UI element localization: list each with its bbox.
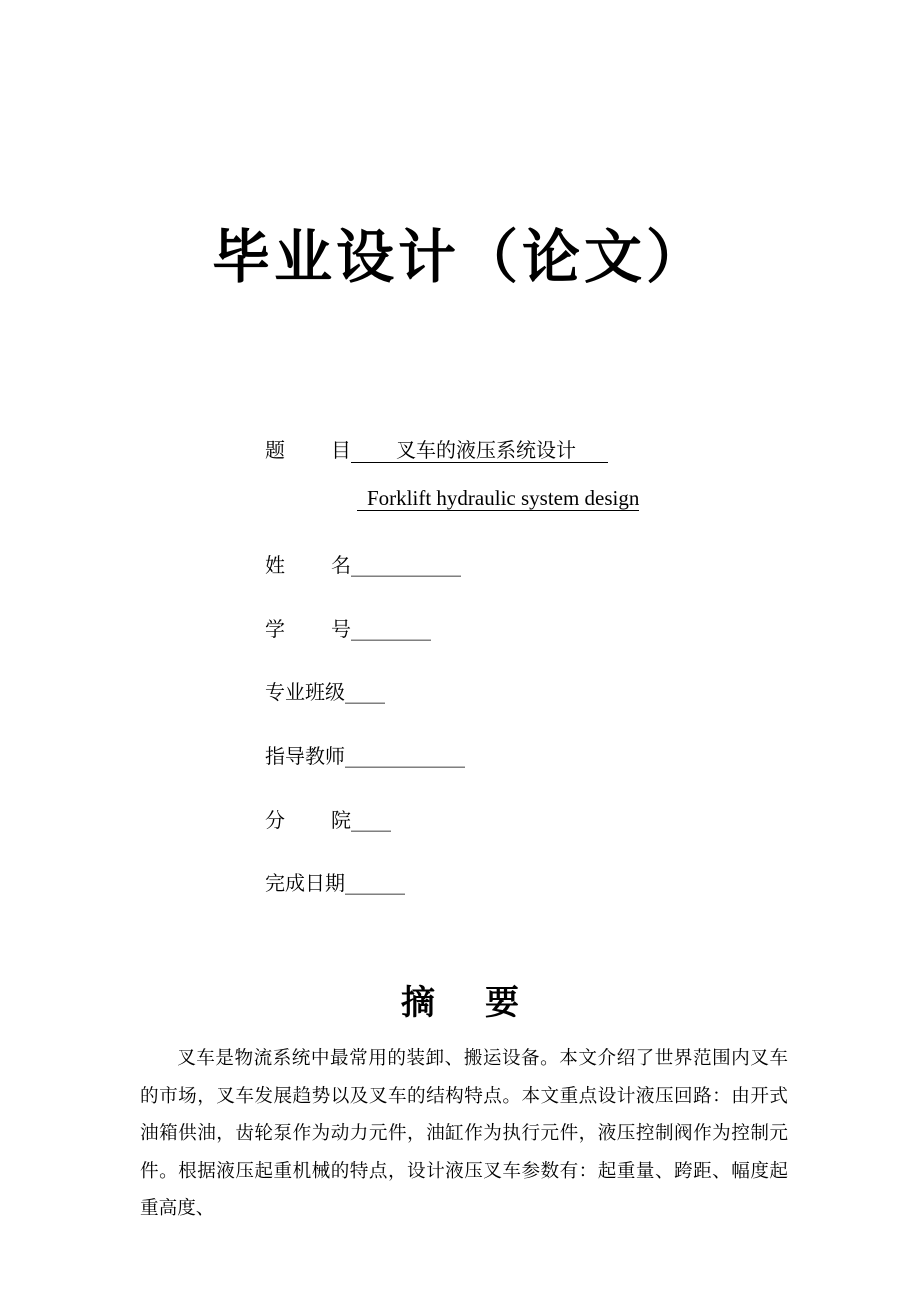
completion-date-field bbox=[265, 871, 405, 895]
college-field bbox=[265, 808, 391, 832]
abstract-heading-1: 摘 bbox=[401, 983, 435, 1023]
advisor-blank: ____________ bbox=[345, 744, 465, 768]
page-title: 毕业设计（论文） bbox=[211, 223, 708, 291]
topic-english: Forklift hydraulic system design bbox=[357, 486, 639, 511]
advisor-field bbox=[265, 744, 465, 768]
student-id-blank: ________ bbox=[351, 617, 431, 641]
college-blank: ____ bbox=[351, 808, 391, 832]
abstract-heading-2: 要 bbox=[485, 983, 519, 1023]
abstract-body: 叉车是物流系统中最常用的装卸、搬运设备。本文介绍了世界范围内叉车的市场，叉车发展趋势以及叉车的结构特点。本文重点设计液压回路：由开式油箱供油，齿轮泵作为动力元件，油缸作为执行元件，液压控制阀作为控制元件。根据液压起重机械的特点，设计液压叉车参数有：起重量、跨距、幅度起重高度、 bbox=[140, 1048, 788, 1219]
topic-label-a: 题 bbox=[265, 438, 285, 462]
major-class-blank: ____ bbox=[345, 680, 385, 704]
topic-field bbox=[265, 438, 608, 463]
student-id-field bbox=[265, 617, 431, 641]
topic-label-b: 目 bbox=[331, 438, 351, 462]
name-field bbox=[265, 553, 461, 577]
name-blank: ___________ bbox=[351, 553, 461, 577]
name-label-1: 姓 bbox=[265, 553, 285, 577]
major-class-field bbox=[265, 680, 385, 704]
college-label-1: 分 bbox=[265, 808, 285, 832]
student-id-label-2: 号 bbox=[331, 617, 351, 641]
abstract-heading bbox=[0, 975, 920, 1024]
completion-date-blank: ______ bbox=[345, 871, 405, 895]
topic-value: 叉车的液压系统设计 bbox=[351, 438, 608, 463]
major-class-label: 专业班级 bbox=[265, 680, 345, 704]
name-label-2: 名 bbox=[331, 553, 351, 577]
advisor-label: 指导教师 bbox=[265, 744, 345, 768]
college-label-2: 院 bbox=[331, 808, 351, 832]
completion-date-label: 完成日期 bbox=[265, 871, 345, 895]
student-id-label-1: 学 bbox=[265, 617, 285, 641]
